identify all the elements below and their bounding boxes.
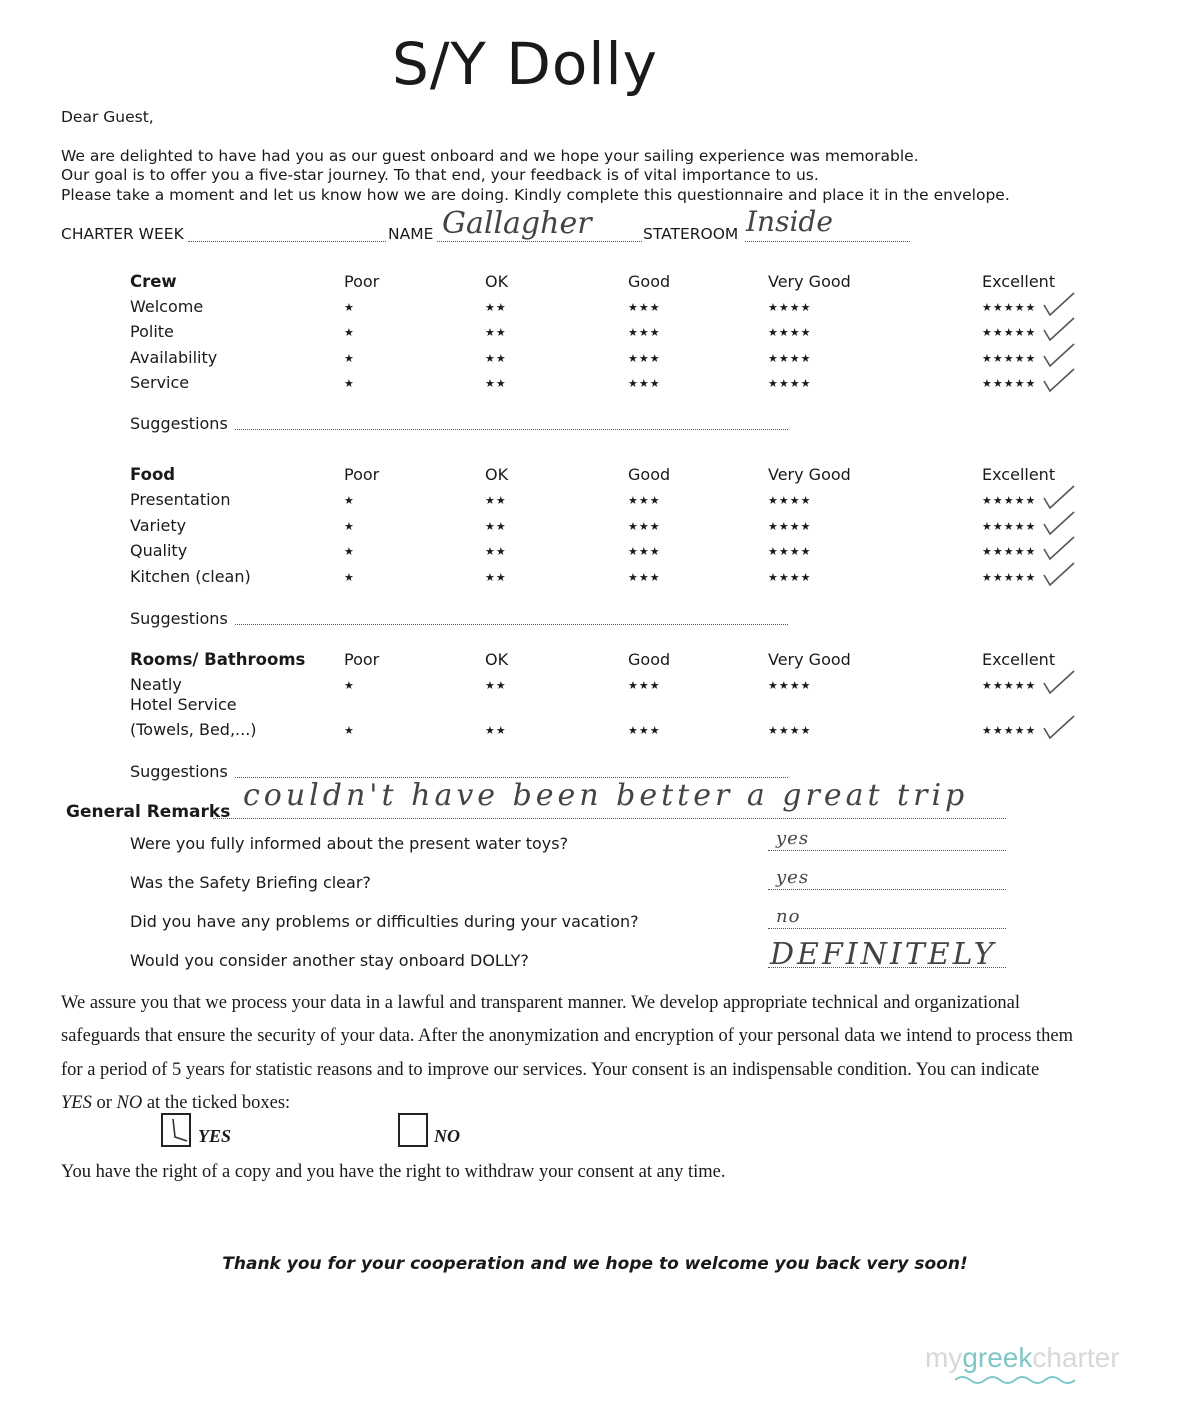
rating-option[interactable]: ★★★★★	[982, 571, 1037, 584]
rating-option[interactable]: ★★	[485, 377, 507, 390]
rating-item-label: Welcome	[130, 297, 204, 316]
consent-line-3: for a period of 5 years for statistic reasons and to improve our services. Your consent is an indispensable condition. You can indicate	[61, 1060, 1040, 1080]
consent-yes-checkbox[interactable]	[161, 1113, 191, 1147]
question-text: Did you have any problems or difficulties during your vacation?	[130, 912, 639, 931]
salutation: Dear Guest,	[61, 108, 154, 126]
rating-option[interactable]: ★★★★	[768, 494, 812, 507]
charter-week-field[interactable]	[188, 241, 386, 242]
charter-week-label: CHARTER WEEK	[61, 225, 184, 243]
scale-label: OK	[485, 465, 509, 484]
rating-option[interactable]: ★★★★	[768, 352, 812, 365]
watermark-suffix: charter	[1032, 1342, 1120, 1373]
rating-option[interactable]: ★★★	[628, 301, 661, 314]
rating-option[interactable]: ★★★	[628, 494, 661, 507]
rating-option[interactable]: ★	[344, 377, 355, 390]
answer-value: DEFINITELY	[770, 937, 997, 972]
rating-option[interactable]: ★★★★	[768, 679, 812, 692]
intro-line-1: We are delighted to have had you as our guest onboard and we hope your sailing experience was memorable.	[61, 147, 919, 165]
rating-option[interactable]: ★★★	[628, 352, 661, 365]
rating-option[interactable]: ★★	[485, 679, 507, 692]
rating-option[interactable]: ★	[344, 545, 355, 558]
rating-item-label: Presentation	[130, 490, 231, 509]
checkmark-icon	[1040, 559, 1080, 589]
rating-option[interactable]: ★	[344, 352, 355, 365]
name-field[interactable]	[437, 241, 642, 242]
consent-no-word: NO	[116, 1093, 143, 1113]
rating-option[interactable]: ★★★★★	[982, 520, 1037, 533]
rating-option[interactable]: ★★	[485, 494, 507, 507]
answer-field[interactable]	[768, 889, 1006, 890]
question-text: Would you consider another stay onboard DOLLY?	[130, 951, 529, 970]
answer-value: no	[776, 906, 801, 927]
rating-option[interactable]: ★★★★	[768, 545, 812, 558]
rating-option[interactable]: ★★★★★	[982, 301, 1037, 314]
scale-label: Poor	[344, 272, 380, 291]
section-title: Rooms/ Bathrooms	[130, 650, 306, 669]
suggestions-label: Suggestions	[130, 609, 228, 628]
rating-option[interactable]: ★	[344, 326, 355, 339]
rating-option[interactable]: ★★★★	[768, 377, 812, 390]
rating-option[interactable]: ★★	[485, 301, 507, 314]
rating-option[interactable]: ★	[344, 571, 355, 584]
answer-field[interactable]	[768, 928, 1006, 929]
scale-label: Good	[628, 272, 671, 291]
rating-item-label: Polite	[130, 322, 174, 341]
section-title: Food	[130, 465, 176, 484]
rating-option[interactable]: ★★★★	[768, 520, 812, 533]
scale-label: OK	[485, 650, 509, 669]
rating-option[interactable]: ★★★	[628, 571, 661, 584]
document-title: S/Y Dolly	[392, 30, 658, 98]
question-text: Was the Safety Briefing clear?	[130, 873, 371, 892]
rating-item-label: Hotel Service	[130, 695, 237, 714]
rating-option[interactable]: ★	[344, 494, 355, 507]
checkmark-icon	[1040, 712, 1080, 742]
name-value: Gallagher	[442, 206, 592, 241]
rating-option[interactable]: ★★★★★	[982, 326, 1037, 339]
scale-label: Poor	[344, 650, 380, 669]
rating-option[interactable]: ★★	[485, 520, 507, 533]
rating-option[interactable]: ★★	[485, 724, 507, 737]
suggestions-label: Suggestions	[130, 762, 228, 781]
checkmark-icon	[1040, 667, 1080, 697]
scale-label: Poor	[344, 465, 380, 484]
consent-no-checkbox[interactable]	[398, 1113, 428, 1147]
consent-or-word: or	[91, 1093, 117, 1113]
checkmark-icon	[163, 1115, 189, 1145]
consent-yes-label: YES	[198, 1126, 232, 1146]
scale-label: Good	[628, 650, 671, 669]
rating-option[interactable]: ★★★★	[768, 571, 812, 584]
rating-option[interactable]: ★	[344, 520, 355, 533]
question-text: Were you fully informed about the present water toys?	[130, 834, 569, 853]
consent-yes-word: YES	[61, 1093, 92, 1113]
rating-option[interactable]: ★★★★★	[982, 377, 1037, 390]
general-remarks-label: General Remarks	[66, 802, 231, 822]
scale-label: Excellent	[982, 272, 1056, 291]
rating-option[interactable]: ★★★★	[768, 301, 812, 314]
consent-no-label: NO	[434, 1126, 460, 1146]
consent-rights: You have the right of a copy and you have the right to withdraw your consent at any time.	[61, 1162, 726, 1182]
rating-option[interactable]: ★★★★	[768, 724, 812, 737]
rating-item-label: Neatly	[130, 675, 182, 694]
rating-option[interactable]: ★★★	[628, 679, 661, 692]
rating-option[interactable]: ★★	[485, 545, 507, 558]
watermark-prefix: my	[925, 1342, 963, 1373]
rating-option[interactable]: ★	[344, 724, 355, 737]
intro-line-2: Our goal is to offer you a five-star journey. To that end, your feedback is of vital importance to us.	[61, 166, 819, 184]
rating-option[interactable]: ★★★★★	[982, 724, 1037, 737]
suggestions-field[interactable]	[235, 624, 788, 625]
checkmark-icon	[1040, 365, 1080, 395]
scale-label: Very Good	[768, 465, 851, 484]
rating-item-label: Quality	[130, 541, 188, 560]
watermark-logo	[925, 1342, 1120, 1374]
rating-item-label: Availability	[130, 348, 218, 367]
rating-item-label: Kitchen (clean)	[130, 567, 251, 586]
wave-icon	[955, 1374, 1075, 1386]
suggestions-field[interactable]	[235, 429, 788, 430]
rating-option[interactable]: ★★★★★	[982, 494, 1037, 507]
answer-value: yes	[776, 828, 810, 849]
general-remarks-field[interactable]	[213, 818, 1006, 819]
rating-option[interactable]: ★★★★★	[982, 679, 1037, 692]
rating-option[interactable]: ★★	[485, 352, 507, 365]
rating-item-label: (Towels, Bed,...)	[130, 720, 257, 739]
rating-option[interactable]: ★★★	[628, 377, 661, 390]
consent-line-1: We assure you that we process your data in a lawful and transparent manner. We develop appropriate technical and organizational	[61, 993, 1021, 1013]
rating-option[interactable]: ★★★★★	[982, 352, 1037, 365]
stateroom-label: STATEROOM	[643, 225, 739, 243]
suggestions-label: Suggestions	[130, 414, 228, 433]
scale-label: Excellent	[982, 650, 1056, 669]
rating-item-label: Variety	[130, 516, 187, 535]
rating-option[interactable]: ★★★	[628, 520, 661, 533]
thank-you-message: Thank you for your cooperation and we hope to welcome you back very soon!	[222, 1254, 968, 1274]
rating-option[interactable]: ★★★★★	[982, 545, 1037, 558]
rating-option[interactable]: ★★★	[628, 724, 661, 737]
name-label: NAME	[388, 225, 434, 243]
rating-option[interactable]: ★★	[485, 571, 507, 584]
rating-option[interactable]: ★★	[485, 326, 507, 339]
rating-option[interactable]: ★★★★	[768, 326, 812, 339]
answer-value: yes	[776, 867, 810, 888]
scale-label: Good	[628, 465, 671, 484]
general-remarks-value: couldn't have been better a great trip	[243, 778, 969, 813]
scale-label: Excellent	[982, 465, 1056, 484]
rating-option[interactable]: ★★★	[628, 545, 661, 558]
scale-label: OK	[485, 272, 509, 291]
rating-item-label: Service	[130, 373, 190, 392]
rating-option[interactable]: ★★★	[628, 326, 661, 339]
rating-option[interactable]: ★	[344, 301, 355, 314]
scale-label: Very Good	[768, 272, 851, 291]
section-title: Crew	[130, 272, 177, 291]
answer-field[interactable]	[768, 850, 1006, 851]
stateroom-value: Inside	[746, 205, 833, 238]
intro-line-3: Please take a moment and let us know how we are doing. Kindly complete this questionnaire and place it in the envelope.	[61, 186, 1010, 204]
watermark-accent: greek	[962, 1342, 1033, 1373]
consent-ticked-text: at the ticked boxes:	[142, 1093, 291, 1113]
stateroom-field[interactable]	[745, 241, 910, 242]
scale-label: Very Good	[768, 650, 851, 669]
consent-line-2: safeguards that ensure the security of your data. After the anonymization and encryption of your personal data we intend to process them	[61, 1026, 1074, 1046]
rating-option[interactable]: ★	[344, 679, 355, 692]
